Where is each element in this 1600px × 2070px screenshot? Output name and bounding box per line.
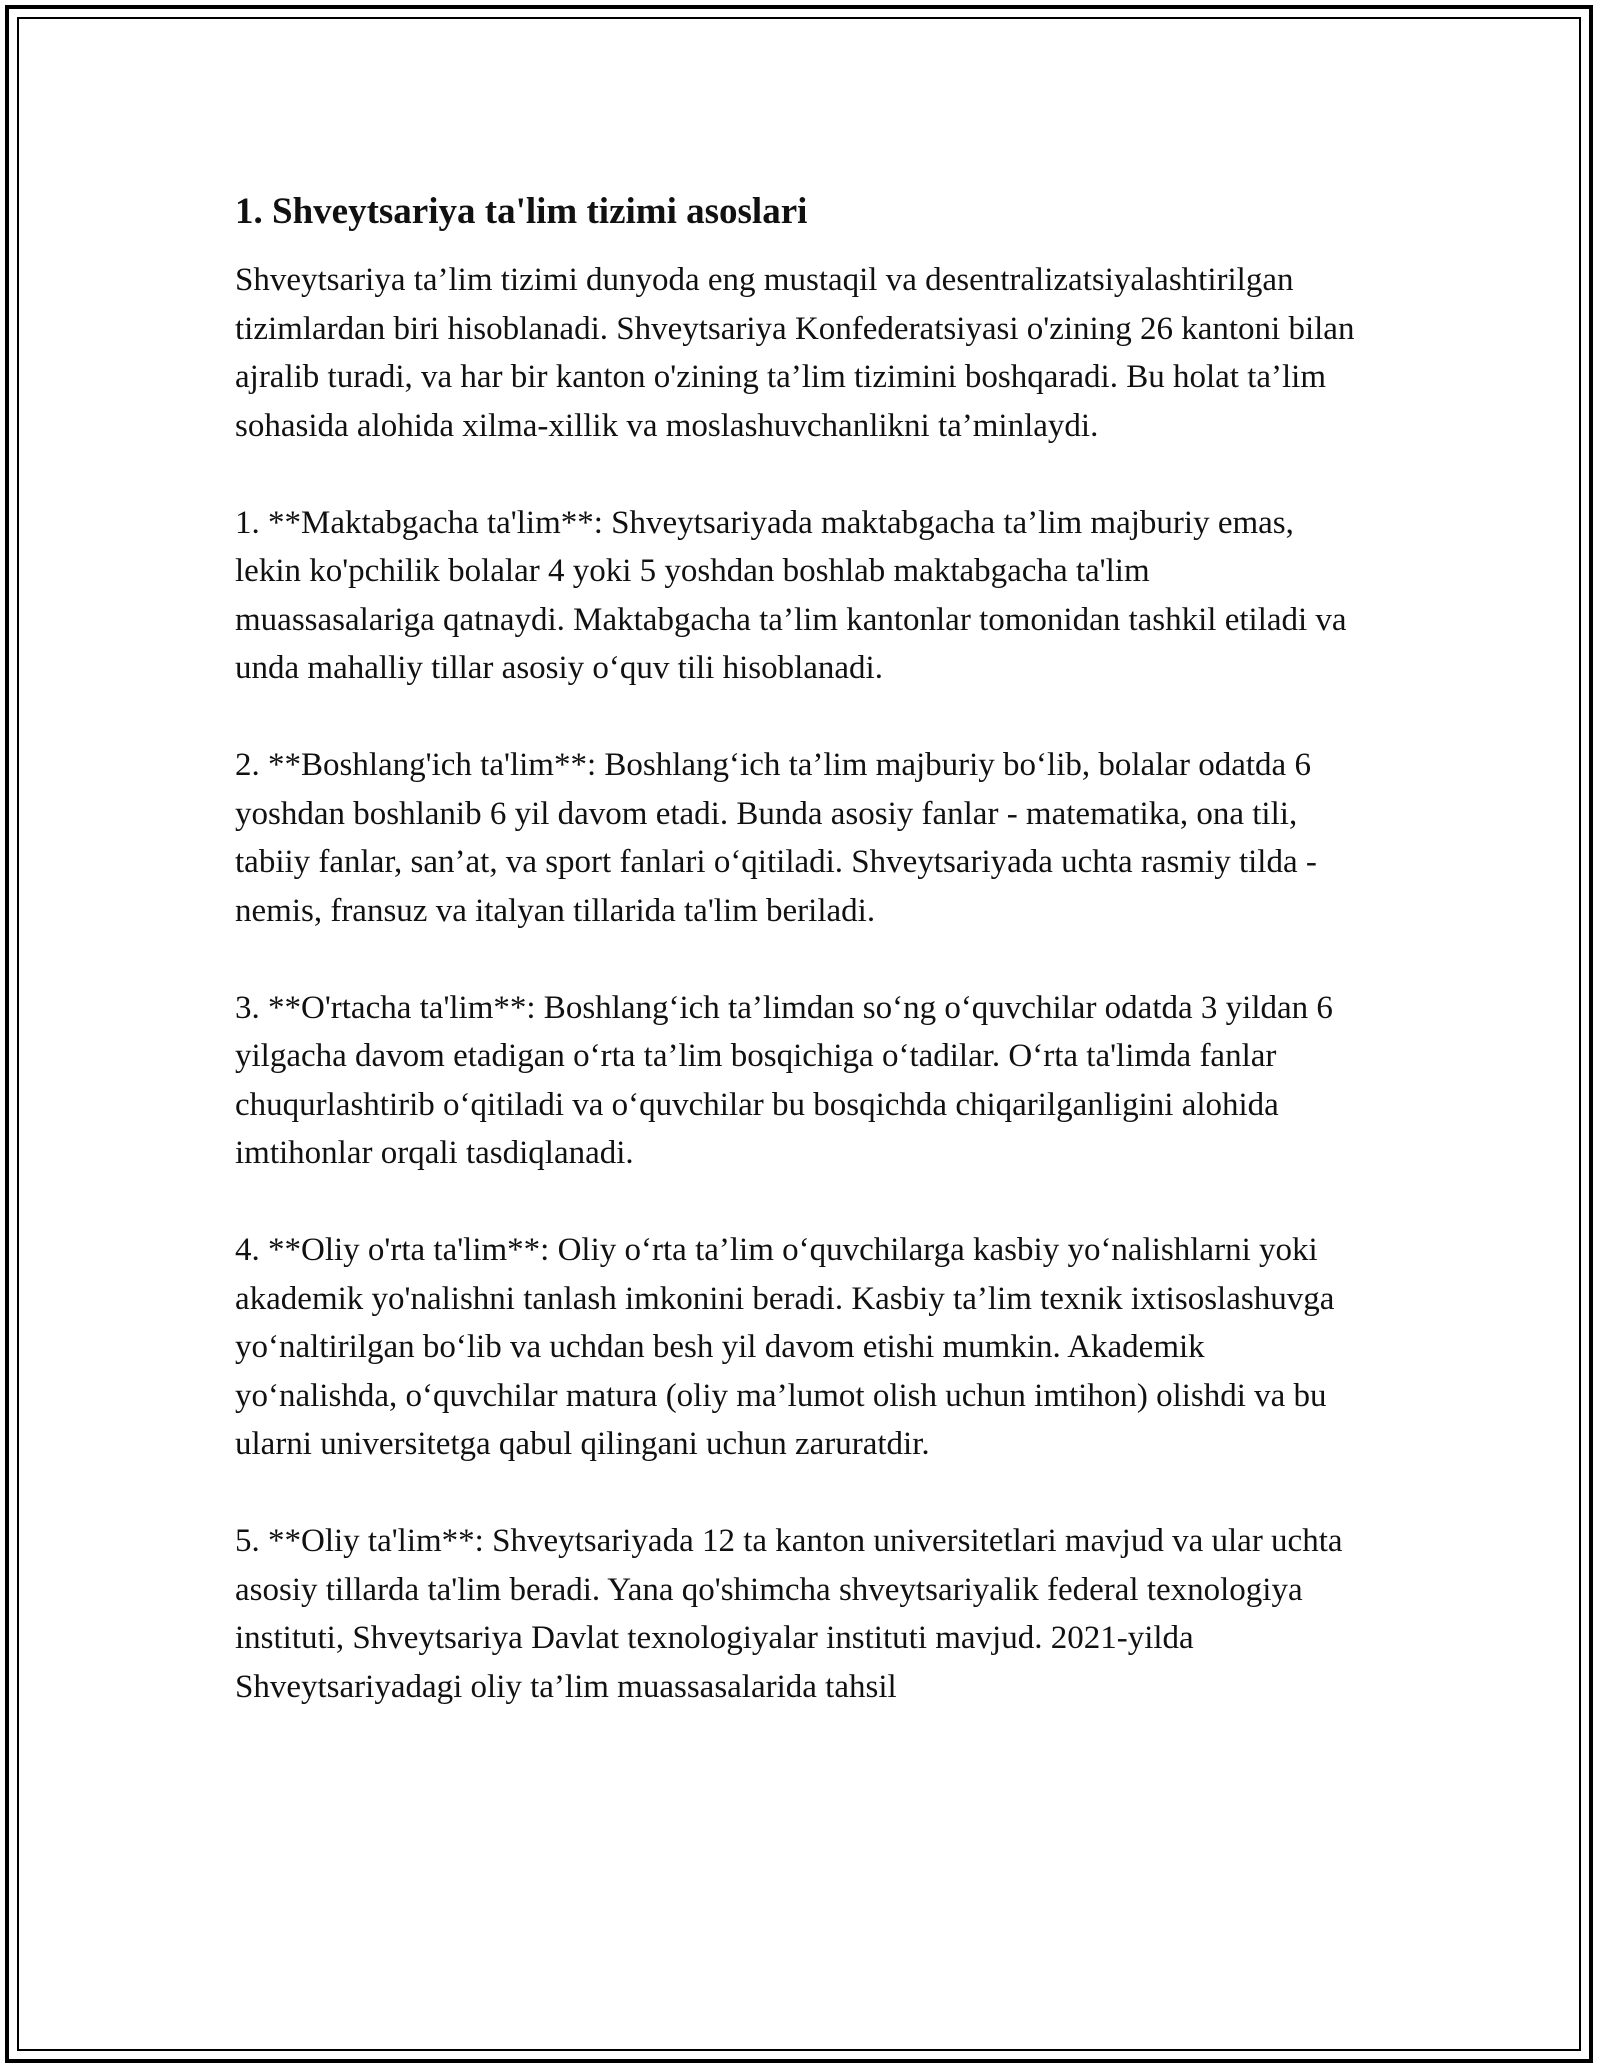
paragraph-upper-secondary: 4. **Oliy o'rta ta'lim**: Oliy o‘rta ta’lim o‘quvchilarga kasbiy yo‘nalishlarni yoki akademik yo'nalishni tanlash imkonini beradi. Kasbiy ta’lim texnik ixtisoslashuvga yo‘naltirilgan bo‘lib va uchdan besh yil davom etishi mumkin. Akademik yo‘nalishda, o‘quvchilar matura (oliy ma’lumot olish uchun imtihon) olishdi va bu ularni universitetga qabul qilingani uchun zaruratdir. [235,1232,1335,1462]
paragraph-primary: 2. **Boshlang'ich ta'lim**: Boshlang‘ich ta’lim majburiy bo‘lib, bolalar odatda 6 yoshdan boshlanib 6 yil davom etadi. Bunda asosiy fanlar - matematika, ona tili, tabiiy fanlar, san’at, va sport fanlari o‘qitiladi. Shveytsariyada uchta rasmiy tilda - nemis, fransuz va italyan tillarida ta'lim beriladi. [235,747,1317,929]
paragraph-preschool: 1. **Maktabgacha ta'lim**: Shveytsariyada maktabgacha ta’lim majburiy emas, lekin ko'pchilik bolalar 4 yoki 5 yoshdan boshlab maktabgacha ta'lim muassasalariga qatnaydi. Maktabgacha ta’lim kantonlar tomonidan tashkil etiladi va unda mahalliy tillar asosiy o‘quv tili hisoblanadi. [235,504,1347,686]
paragraph-secondary: 3. **O'rtacha ta'lim**: Boshlang‘ich ta’limdan so‘ng o‘quvchilar odatda 3 yildan 6 yilgacha davom etadigan o‘rta ta’lim bosqichiga o‘tadilar. O‘rta ta'limda fanlar chuqurlashtirib o‘qitiladi va o‘quvchilar bu bosqichda chiqarilganligini alohida imtihonlar orqali tasdiqlanadi. [235,989,1333,1171]
section-title: 1. Shveytsariya ta'lim tizimi asoslari [235,191,808,232]
document-body [235,188,1355,1760]
paragraph-higher: 5. **Oliy ta'lim**: Shveytsariyada 12 ta kanton universitetlari mavjud va ular uchta asosiy tillarda ta'lim beradi. Yana qo'shimcha shveytsariyalik federal texnologiya instituti, Shveytsariya Davlat texnologiyalar instituti mavjud. 2021-yilda Shveytsariyadagi oliy ta’lim muassasalarida tahsil [235,1523,1343,1705]
intro-paragraph: Shveytsariya ta’lim tizimi dunyoda eng mustaqil va desentralizatsiyalashtirilgan tizimlardan biri hisoblanadi. Shveytsariya Konfederatsiyasi o'zining 26 kantoni bilan ajralib turadi, va har bir kanton o'zining ta’lim tizimini boshqaradi. Bu holat ta’lim sohasida alohida xilma-xillik va moslashuvchanlikni ta’minlaydi. [235,262,1355,444]
